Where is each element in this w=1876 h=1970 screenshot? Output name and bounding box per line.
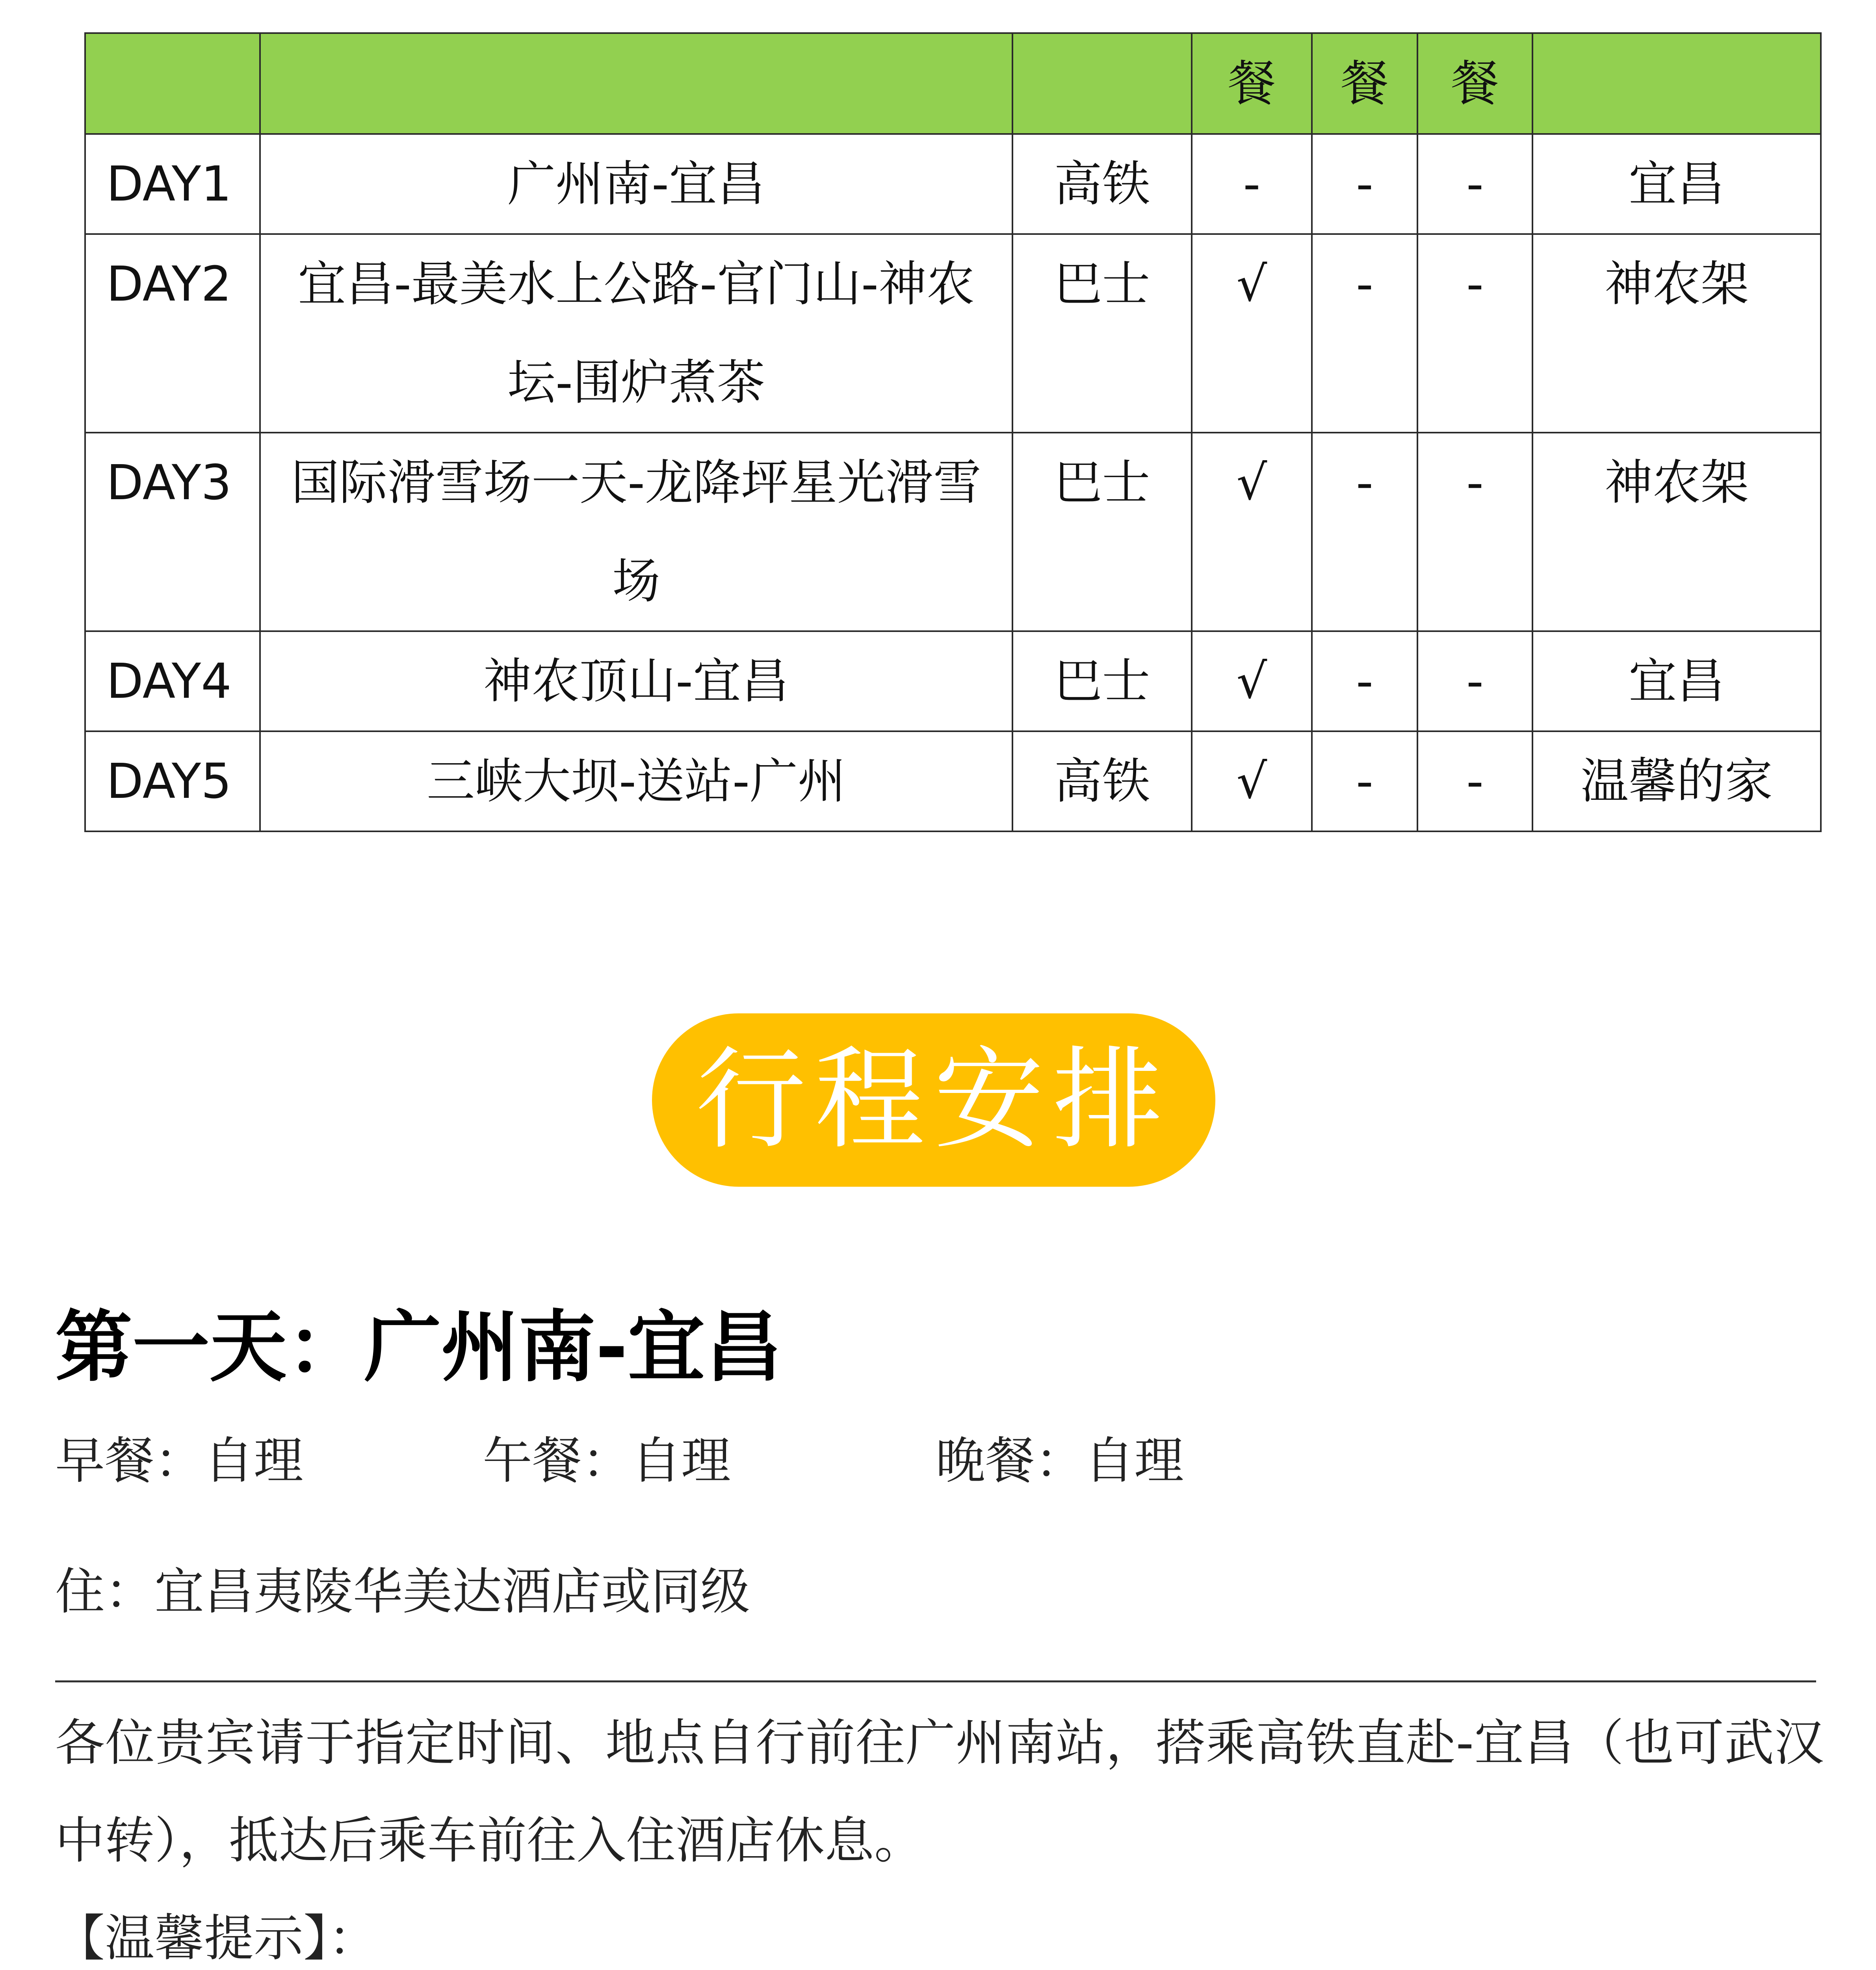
- dinner-cell: -: [1417, 134, 1532, 234]
- dinner-cell: -: [1417, 631, 1532, 731]
- breakfast-cell: √: [1192, 234, 1312, 433]
- lunch-cell: -: [1312, 731, 1417, 831]
- day-title: 第一天：广州南-宜昌: [55, 1303, 782, 1392]
- stay-cell: 神农架: [1532, 234, 1821, 433]
- section-badge: 行程安排: [652, 1013, 1215, 1187]
- breakfast-cell: √: [1192, 433, 1312, 631]
- breakfast-cell: -: [1192, 134, 1312, 234]
- lunch-cell: -: [1312, 134, 1417, 234]
- tips-heading: 【温馨提示】：: [55, 1909, 378, 1967]
- divider: [55, 1680, 1816, 1682]
- day-cell: DAY3: [85, 433, 260, 631]
- route-cell: 三峡大坝-送站-广州: [260, 731, 1012, 831]
- table-header-row: [85, 33, 1821, 134]
- lunch-cell: -: [1312, 433, 1417, 631]
- transport-cell: 高铁: [1012, 134, 1192, 234]
- stay-cell: 神农架: [1532, 433, 1821, 631]
- stay-cell: 温馨的家: [1532, 731, 1821, 831]
- breakfast-info: 早餐：自理: [55, 1432, 303, 1490]
- dinner-info: 晚餐：自理: [936, 1432, 1184, 1490]
- header-cell-breakfast: 餐: [1192, 33, 1312, 134]
- lunch-cell: -: [1312, 631, 1417, 731]
- header-cell: [260, 33, 1012, 134]
- header-cell: [1012, 33, 1192, 134]
- day-cell: DAY2: [85, 234, 260, 433]
- header-cell: [1532, 33, 1821, 134]
- breakfast-cell: √: [1192, 731, 1312, 831]
- route-cell: 神农顶山-宜昌: [260, 631, 1012, 731]
- day-cell: DAY5: [85, 731, 260, 831]
- transport-cell: 巴士: [1012, 433, 1192, 631]
- lunch-cell: -: [1312, 234, 1417, 433]
- dinner-cell: -: [1417, 731, 1532, 831]
- route-cell: 宜昌-最美水上公路-官门山-神农坛-围炉煮茶: [260, 234, 1012, 433]
- dinner-cell: -: [1417, 234, 1532, 433]
- breakfast-cell: √: [1192, 631, 1312, 731]
- table-row: [85, 433, 1821, 631]
- itinerary-table: [84, 32, 1822, 832]
- header-cell: [85, 33, 260, 134]
- description-paragraph: 各位贵宾请于指定时间、地点自行前往广州南站，搭乘高铁直赴-宜昌（也可武汉中转），抵达后乘车前往入住酒店休息。: [55, 1714, 1824, 1870]
- route-cell: 广州南-宜昌: [260, 134, 1012, 234]
- lodging-info: 住：宜昌夷陵华美达酒店或同级: [55, 1563, 750, 1621]
- day-description: [55, 1694, 1824, 1970]
- header-cell-dinner: 餐: [1417, 33, 1532, 134]
- dinner-cell: -: [1417, 433, 1532, 631]
- transport-cell: 巴士: [1012, 631, 1192, 731]
- lunch-info: 午餐：自理: [483, 1432, 731, 1490]
- day-cell: DAY1: [85, 134, 260, 234]
- route-cell: 国际滑雪场一天-龙降坪星光滑雪场: [260, 433, 1012, 631]
- header-cell-lunch: 餐: [1312, 33, 1417, 134]
- table-row: [85, 631, 1821, 731]
- transport-cell: 高铁: [1012, 731, 1192, 831]
- table-row: [85, 234, 1821, 433]
- table-row: [85, 731, 1821, 831]
- table-row: [85, 134, 1821, 234]
- stay-cell: 宜昌: [1532, 631, 1821, 731]
- day-cell: DAY4: [85, 631, 260, 731]
- stay-cell: 宜昌: [1532, 134, 1821, 234]
- transport-cell: 巴士: [1012, 234, 1192, 433]
